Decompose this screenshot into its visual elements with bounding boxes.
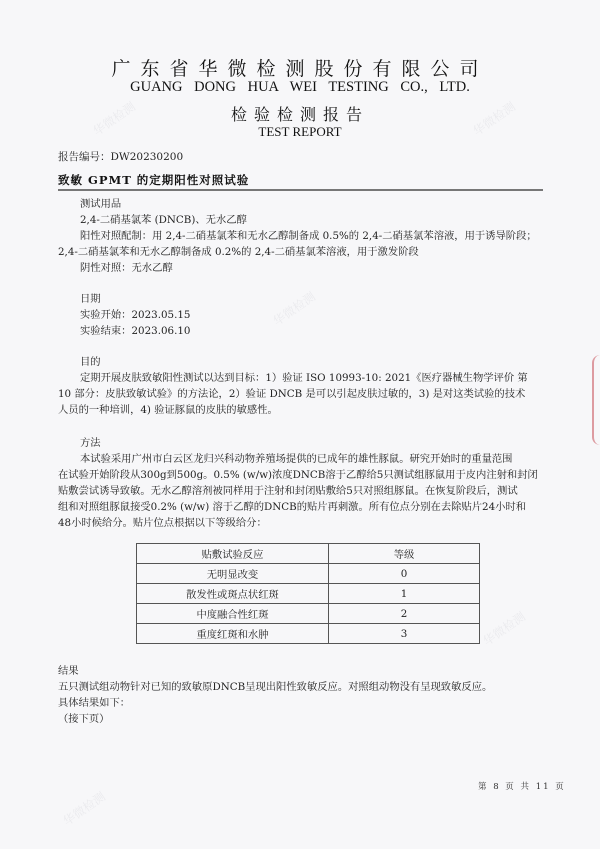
materials-items: 2,4-二硝基氯苯 (DNCB)、无水乙醇	[80, 214, 247, 226]
page-number: 第 8 页 共 11 页	[478, 782, 566, 792]
dates-heading: 日期	[80, 293, 101, 305]
method-line: 组和对照组豚鼠接受0.2% (w/w) 溶于乙醇的DNCB的贴片再刺激。所有位点分别在去除贴片24小时和	[58, 501, 527, 513]
company-name-en: GUANG DONG HUA WEI TESTING CO., LTD.	[130, 79, 470, 95]
positive-control-line1: 阳性对照配制：用 2,4-二硝基氯苯和无水乙醇制备成 0.5%的 2,4-二硝基氯苯溶液，用于诱导阶段；	[80, 230, 537, 242]
table-row	[137, 564, 480, 584]
column-header-reaction: 贴敷试验反应	[137, 544, 329, 564]
section-title: 致敏 GPMT 的定期阳性对照试验	[58, 173, 250, 187]
watermark: 华微检测	[90, 99, 138, 139]
purpose-heading: 目的	[80, 356, 101, 368]
purpose-line: 10 部分：皮肤致敏试验》的方法论，2）验证 DNCB 是可以引起皮肤过敏的，3) 是对这类试验的技术	[58, 388, 526, 400]
grading-table	[136, 543, 480, 644]
method-line: 贴敷尝试诱导致敏。无水乙醇溶剂被同样用于注射和封闭贴敷给5只对照组豚鼠。在恢复阶段后，测试	[58, 485, 518, 497]
end-date: 实验结束：2023.06.10	[80, 325, 191, 337]
method-line: 在试验开始阶段从300g到500g。0.5% (w/w)浓度DNCB溶于乙醇给5只测试组豚鼠用于皮内注射和封闭	[58, 469, 538, 481]
purpose-line: 定期开展皮肤致敏阳性测试以达到目标：1）验证 ISO 10993-10: 2021《医疗器械生物学评价 第	[80, 372, 528, 384]
materials-heading: 测试用品	[80, 198, 122, 210]
watermark: 华微检测	[480, 609, 528, 649]
table-row	[137, 624, 480, 644]
table-row	[137, 604, 480, 624]
grade-cell: 3	[329, 624, 480, 644]
results-line: 五只测试组动物针对已知的致敏原DNCB呈现出阳性致敏反应。对照组动物没有呈现致敏反应。	[58, 681, 493, 693]
positive-control-line2: 2,4-二硝基氯苯和无水乙醇制备成 0.2%的 2,4-二硝基氯苯溶液，用于激发阶段	[58, 246, 419, 258]
start-date: 实验开始：2023.05.15	[80, 309, 191, 321]
reaction-cell: 无明显改变	[137, 564, 329, 584]
purpose-line: 人员的一种培训，4) 验证豚鼠的皮肤的敏感性。	[58, 404, 278, 416]
table-row	[137, 584, 480, 604]
table-header-row	[137, 544, 480, 564]
grade-cell: 0	[329, 564, 480, 584]
grade-cell: 2	[329, 604, 480, 624]
grade-cell: 1	[329, 584, 480, 604]
negative-control: 阴性对照：无水乙醇	[80, 262, 173, 274]
method-line: 本试验采用广州市白云区龙归兴科动物养殖场提供的已成年的雄性豚鼠。研究开始时的重量范围	[80, 453, 513, 465]
reaction-cell: 散发性或斑点状红斑	[137, 584, 329, 604]
watermark: 华微检测	[270, 289, 318, 329]
seal-stamp-edge	[592, 355, 600, 445]
method-heading: 方法	[80, 437, 101, 449]
title-divider	[58, 189, 543, 191]
watermark: 华微检测	[470, 99, 518, 139]
results-heading: 结果	[58, 665, 79, 677]
watermark: 华微检测	[60, 789, 108, 829]
company-name-cn: 广东省华微检测股份有限公司	[111, 58, 489, 80]
results-line: 具体结果如下：	[58, 697, 131, 709]
method-line: 48小时候给分。贴片位点根据以下等级给分：	[58, 517, 267, 529]
report-title-cn: 检验检测报告	[230, 105, 369, 124]
reaction-cell: 重度红斑和水肿	[137, 624, 329, 644]
reaction-cell: 中度融合性红斑	[137, 604, 329, 624]
column-header-grade: 等级	[329, 544, 480, 564]
report-title-en: TEST REPORT	[258, 124, 342, 139]
report-number: 报告编号：DW20230200	[58, 151, 184, 163]
continued-note: （接下页）	[58, 713, 110, 725]
